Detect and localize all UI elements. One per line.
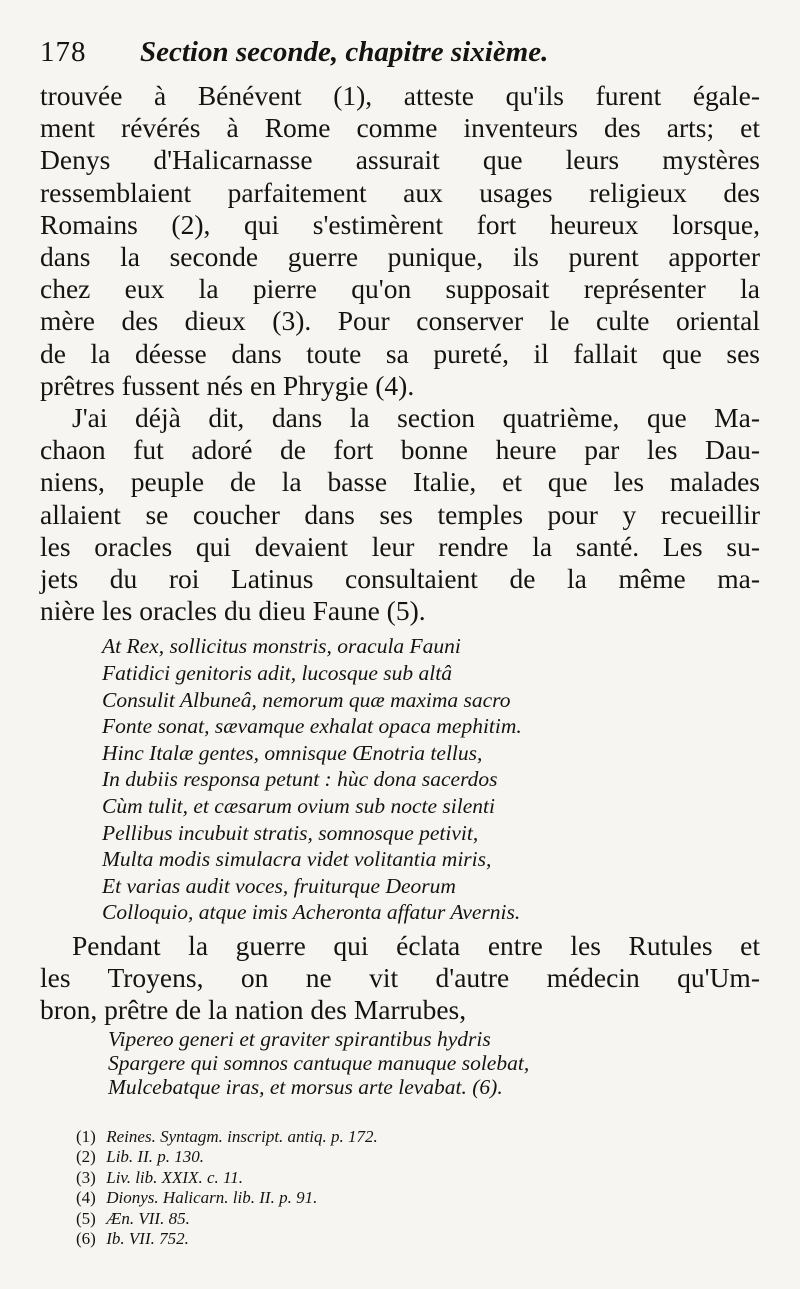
- text-line: Denys d'Halicarnasse assurait que leurs mystères: [40, 144, 760, 176]
- footnote-text: Reines. Syntagm. inscript. antiq. p. 172.: [106, 1126, 378, 1146]
- footnote: [76, 1168, 760, 1189]
- footnote: [76, 1188, 760, 1209]
- footnote-text: Æn. VII. 85.: [106, 1208, 190, 1228]
- verse-line: Consulit Albuneâ, nemorum quæ maxima sacro: [102, 687, 511, 712]
- text-line: mère des dieux (3). Pour conserver le culte oriental: [40, 305, 760, 337]
- footnote-number: (5): [76, 1208, 96, 1228]
- paragraph-3: [40, 930, 760, 1027]
- text-line: ment révérés à Rome comme inventeurs des arts; et: [40, 112, 760, 144]
- text-line: chaon fut adoré de fort bonne heure par les Dau-: [40, 434, 760, 466]
- text-line: jets du roi Latinus consultaient de la même ma-: [40, 563, 760, 595]
- verse-line: Spargere qui somnos cantuque manuque solebat,: [108, 1050, 530, 1075]
- verse-line: Et varias audit voces, fruiturque Deorum: [102, 873, 456, 898]
- footnote-text: Liv. lib. XXIX. c. 11.: [106, 1167, 244, 1187]
- paragraph-2: [40, 402, 760, 627]
- footnote-text: Lib. II. p. 130.: [106, 1147, 204, 1167]
- text-line: chez eux la pierre qu'on supposait représenter la: [40, 273, 760, 305]
- footnote-number: (6): [76, 1229, 96, 1249]
- text-line: Romains (2), qui s'estimèrent fort heureux lorsque,: [40, 208, 760, 240]
- verse-quotation-1: [40, 633, 760, 926]
- text-line: les oracles qui devaient leur rendre la santé. Les su-: [40, 530, 760, 562]
- text-line: de la déesse dans toute sa pureté, il fallait que ses: [40, 337, 760, 369]
- paragraph-1: [40, 80, 760, 402]
- footnotes: [40, 1127, 760, 1250]
- verse-line: At Rex, sollicitus monstris, oracula Fauni: [102, 634, 461, 659]
- verse-line: Vipereo generi et graviter spirantibus hydris: [108, 1026, 491, 1051]
- text-line: dans la seconde guerre punique, ils purent apporter: [40, 241, 760, 273]
- footnote-number: (4): [76, 1188, 96, 1208]
- verse-line: Colloquio, atque imis Acheronta affatur Avernis.: [102, 900, 521, 925]
- footnote: [76, 1229, 760, 1250]
- footnote-text: Dionys. Halicarn. lib. II. p. 91.: [106, 1188, 318, 1208]
- footnote-number: (2): [76, 1147, 96, 1167]
- page-number: 178: [40, 36, 87, 68]
- text-line: trouvée à Bénévent (1), atteste qu'ils furent égale-: [40, 80, 760, 111]
- text-line: niens, peuple de la basse Italie, et que les malades: [40, 466, 760, 498]
- verse-line: Fonte sonat, sævamque exhalat opaca mephitim.: [102, 714, 522, 739]
- verse-line: Multa modis simulacra videt volitantia miris,: [102, 847, 492, 872]
- running-title: Section seconde, chapitre sixième.: [140, 36, 549, 68]
- footnote-number: (3): [76, 1167, 96, 1187]
- footnote-text: Ib. VII. 752.: [106, 1229, 189, 1249]
- text-line: bron, prêtre de la nation des Marrubes,: [40, 994, 467, 1026]
- verse-line: Cùm tulit, et cæsarum ovium sub nocte silenti: [102, 794, 495, 819]
- text-line: nière les oracles du dieu Faune (5).: [40, 595, 426, 627]
- text-line: allaient se coucher dans ses temples pour y recueillir: [40, 498, 760, 530]
- verse-quotation-2: [40, 1027, 760, 1099]
- text-line: Pendant la guerre qui éclata entre les Rutules et: [72, 929, 760, 961]
- text-line: prêtres fussent nés en Phrygie (4).: [40, 369, 415, 401]
- verse-line: Fatidici genitoris adit, lucosque sub altâ: [102, 661, 452, 686]
- verse-line: Mulcebatque iras, et morsus arte levabat. (6).: [108, 1074, 503, 1099]
- footnote: [76, 1147, 760, 1168]
- footnote-number: (1): [76, 1126, 96, 1146]
- footnote: [76, 1127, 760, 1148]
- running-head: [40, 36, 760, 80]
- text-line: ressemblaient parfaitement aux usages religieux des: [40, 176, 760, 208]
- verse-line: Hinc Italæ gentes, omnisque Œnotria tellus,: [102, 740, 483, 765]
- verse-line: In dubiis responsa petunt : hùc dona sacerdos: [102, 767, 498, 792]
- footnote: [76, 1209, 760, 1230]
- verse-line: Pellibus incubuit stratis, somnosque petivit,: [102, 820, 479, 845]
- text-line: les Troyens, on ne vit d'autre médecin qu'Um-: [40, 962, 760, 994]
- text-line: J'ai déjà dit, dans la section quatrième, que Ma-: [72, 402, 760, 434]
